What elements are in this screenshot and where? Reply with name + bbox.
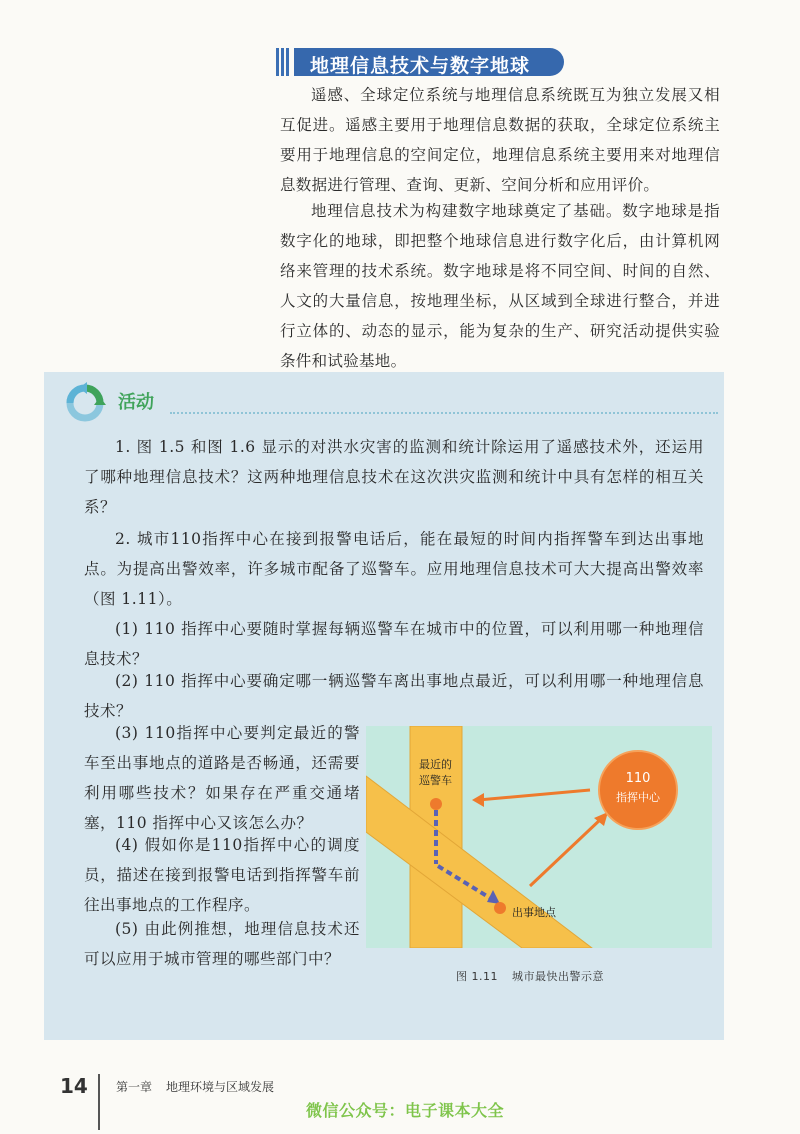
figure-number: 图 1.11 (456, 970, 498, 983)
page-number: 14 (60, 1074, 88, 1098)
chapter-title: 地理环境与区域发展 (166, 1080, 275, 1094)
question-2: 2. 城市110指挥中心在接到报警电话后，能在最短的时间内指挥警车到达出事地点。为提高出警效率，许多城市配备了巡警车。应用地理信息技术可大大提高出警效率（图 1.11）。 (84, 530, 704, 608)
activity-divider (170, 412, 718, 414)
body-paragraph-2: 地理信息技术为构建数字地球奠定了基础。数字地球是指数字化的地球，即把整个地球信息进行数字化后，由计算机网络来管理的技术系统。数字地球是将不同空间、时间的自然、人文的大量信息，按地理坐标，从区域到全球进行整合，并进行立体的、动态的显示，能为复杂的生产、研究活动提供实验条件和试验基地。 (280, 202, 720, 370)
figure-caption (456, 968, 604, 984)
question-1: 1. 图 1.5 和图 1.6 显示的对洪水灾害的监测和统计除运用了遥感技术外，还运用了哪种地理信息技术？这两种地理信息技术在这次洪灾监测和统计中具有怎样的相互关系？ (84, 438, 704, 516)
question-2-3: (3) 110指挥中心要判定最近的警车至出事地点的道路是否畅通，还需要利用哪些技术？如果存在严重交通堵塞，110 指挥中心又该怎么办？ (84, 724, 360, 832)
dispatch-map-figure (366, 726, 712, 948)
activity-title: 活动 (118, 392, 154, 413)
body-paragraph-1: 遥感、全球定位系统与地理信息系统既互为独立发展又相互促进。遥感主要用于地理信息数据的获取，全球定位系统主要用于地理信息的空间定位，地理信息系统主要用来对地理信息数据进行管理、查询、更新、空间分析和应用评价。 (280, 86, 720, 194)
footer-divider (98, 1074, 100, 1130)
label-nearest-car-1: 最近的 (419, 758, 452, 771)
label-incident: 出事地点 (512, 906, 556, 919)
patrol-car-marker (430, 798, 442, 810)
section-header (276, 44, 566, 78)
incident-marker (494, 902, 506, 914)
label-center-text: 指挥中心 (616, 791, 660, 804)
label-center-number: 110 (625, 771, 651, 786)
figure-title: 城市最快出警示意 (512, 970, 604, 983)
question-2-1: (1) 110 指挥中心要随时掌握每辆巡警车在城市中的位置，可以利用哪一种地理信息技术？ (84, 620, 704, 668)
header-stripes-icon (276, 48, 290, 76)
label-nearest-car-2: 巡警车 (419, 774, 452, 787)
activity-cycle-icon (60, 378, 110, 428)
command-center-circle (599, 751, 677, 829)
question-2-5: (5) 由此例推想，地理信息技术还可以应用于城市管理的哪些部门中？ (84, 920, 360, 968)
chapter-label (116, 1078, 288, 1095)
watermark-text: 微信公众号：电子课本大全 (306, 1101, 505, 1120)
question-2-4: (4) 假如你是110指挥中心的调度员，描述在接到报警电话到指挥警车前往出事地点的工作程序。 (84, 836, 360, 914)
section-title: 地理信息技术与数字地球 (310, 55, 531, 77)
question-2-2: (2) 110 指挥中心要确定哪一辆巡警车离出事地点最近，可以利用哪一种地理信息技术？ (84, 672, 704, 720)
chapter-number: 第一章 (116, 1080, 153, 1094)
